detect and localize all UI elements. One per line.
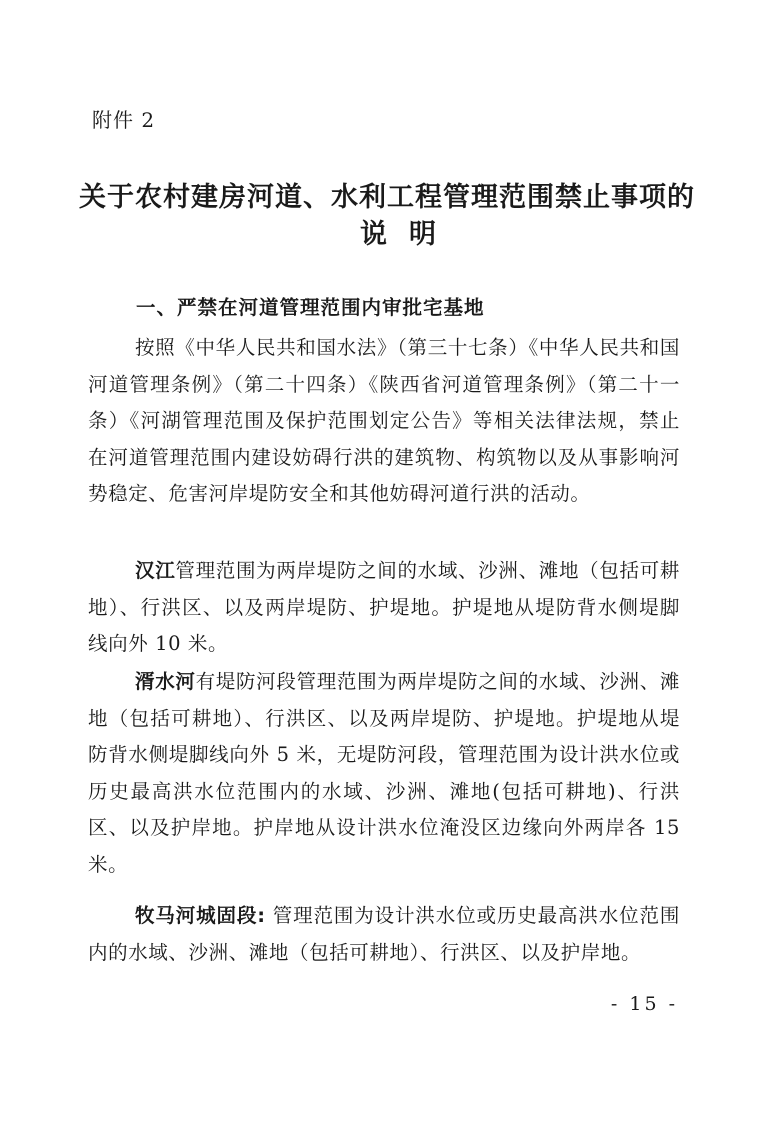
paragraph-text-hanjiang: 管理范围为两岸堤防之间的水域、沙洲、滩地（包括可耕地）、行洪区、以及两岸堤防、护堤地。护堤地从堤防背水侧堤脚线向外 10 米。 (88, 559, 680, 655)
paragraph-hanjiang (88, 553, 680, 663)
paragraph-mumahe (88, 898, 680, 971)
document-title-line1: 关于农村建房河道、水利工程管理范围禁止事项的 (79, 182, 695, 213)
paragraph-lead-xushuihe: 湑水河 (135, 670, 196, 693)
paragraph-legal-basis: 按照《中华人民共和国水法》（第三十七条）《中华人民共和国河道管理条例》（第二十四条）《陕西省河道管理条例》（第二十一条）《河湖管理范围及保护范围划定公告》等相关法律法规，禁止在河道管理范围内建设妨碍行洪的建筑物、构筑物以及从事影响河势稳定、危害河岸堤防安全和其他妨碍河道行洪的活动。 (88, 336, 680, 505)
paragraph-lead-mumahe: 牧马河城固段: (135, 904, 266, 927)
paragraph-xushuihe (88, 664, 680, 883)
document-title-line2: 说明 (360, 219, 458, 250)
paragraph-lead-hanjiang: 汉江 (135, 559, 176, 582)
attachment-label: 附件 2 (92, 108, 156, 132)
paragraph-text-mumahe: 管理范围为设计洪水位或历史最高洪水位范围内的水域、沙洲、滩地（包括可耕地）、行洪区、以及护岸地。 (88, 904, 680, 964)
section-heading: 一、严禁在河道管理范围内审批宅基地 (136, 296, 485, 319)
page-number: - 15 - (610, 993, 678, 1015)
paragraph-text-xushuihe: 有堤防河段管理范围为两岸堤防之间的水域、沙洲、滩地（包括可耕地）、行洪区、以及两岸堤防、护堤地。护堤地从堤防背水侧堤脚线向外 5 米，无堤防河段，管理范围为设计洪水位或历史最高洪水位范围内的水域、沙洲、滩地(包括可耕地)、行洪区、以及护岸地。护岸地从设计洪水位淹没区边缘向外两岸各 15 米。 (88, 670, 680, 876)
